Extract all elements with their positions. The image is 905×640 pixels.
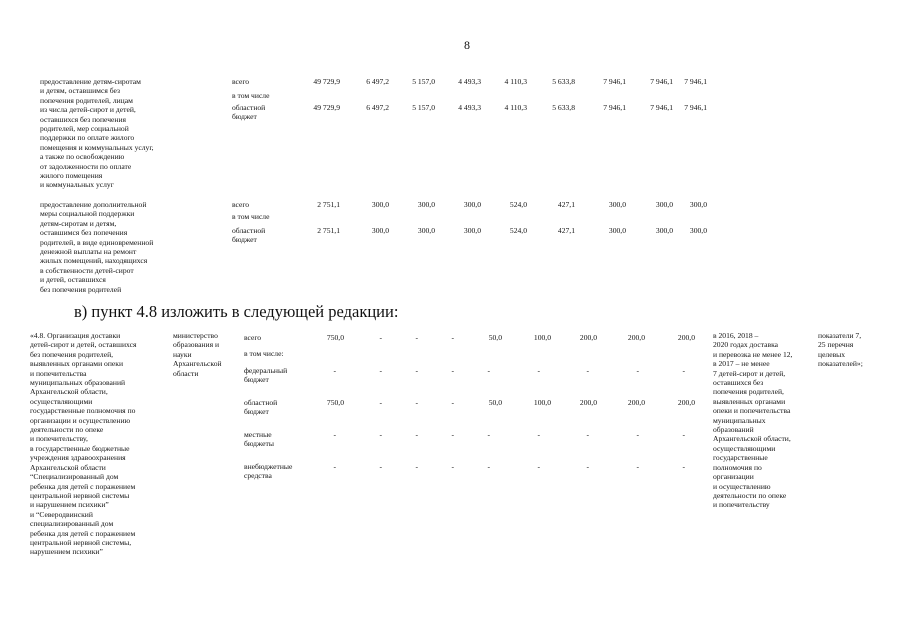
value-cell: 7 946,1 [684, 103, 707, 112]
block3-row-extrabudget-label: внебюджетные средства [244, 462, 293, 481]
value-cell: 200,0 [677, 398, 695, 407]
block3-row-total-label: всего [244, 333, 262, 342]
value-cell: 7 946,1 [603, 77, 626, 86]
value-cell: - [451, 430, 454, 439]
block1-row-total-label: всего [232, 77, 250, 86]
value-cell: - [379, 366, 382, 375]
value-cell: - [636, 462, 639, 471]
block1-row-regional-label: областной бюджет [232, 103, 266, 122]
block3-row-incl-label: в том числе: [244, 349, 284, 358]
value-cell: 427,1 [557, 226, 575, 235]
section-heading: в) пункт 4.8 изложить в следующей редакции: [74, 302, 399, 321]
value-cell: 524,0 [509, 200, 527, 209]
value-cell: - [379, 333, 382, 342]
value-cell: - [333, 430, 336, 439]
value-cell: 5 633,8 [552, 103, 575, 112]
value-cell: - [379, 430, 382, 439]
value-cell: 200,0 [627, 333, 645, 342]
value-cell: 200,0 [579, 398, 597, 407]
value-cell: 300,0 [371, 226, 389, 235]
block3-row-local-label: местные бюджеты [244, 430, 274, 449]
value-cell: - [415, 398, 418, 407]
value-cell: - [415, 430, 418, 439]
value-cell: - [586, 366, 589, 375]
value-cell: 4 110,3 [504, 77, 527, 86]
value-cell: 300,0 [689, 226, 707, 235]
value-cell: 300,0 [417, 226, 435, 235]
value-cell: - [487, 462, 490, 471]
value-cell: 5 633,8 [552, 77, 575, 86]
value-cell: - [682, 462, 685, 471]
value-cell: - [682, 430, 685, 439]
value-cell: - [682, 366, 685, 375]
value-cell: - [333, 366, 336, 375]
value-cell: 300,0 [655, 226, 673, 235]
value-cell: - [451, 462, 454, 471]
value-cell: 5 157,0 [412, 103, 435, 112]
value-cell: 7 946,1 [684, 77, 707, 86]
value-cell: 200,0 [627, 398, 645, 407]
block1-description: предоставление детям-сиротам и детям, оставшимся без попечения родителей, лицам из числа детей-сирот и детей, оставшихся без попечения родителей, мер социальной поддержки по оплате жилого помещения и коммунальных услуг, а также по освобождению от задолженности по оплате жилого помещения и коммунальных услуг [40, 77, 154, 190]
value-cell: 50,0 [488, 398, 502, 407]
page-number: 8 [464, 38, 470, 52]
block1-row-incl-label: в том числе [232, 91, 270, 100]
block3-description: «4.8. Организация доставки детей-сирот и детей, оставшихся без попечения родителей, выявленных органами опеки и попечительства муниципальных образований Архангельской области, осуществляющими государственные полномочия по организации и осуществлению деятельности по опеке и попечительству, в государственные бюджетные учреждения здравоохранения Архангельской области “Специализированный дом ребенка для детей с поражением центральной нервной системы и нарушением психики” и “Северодвинский специализированный дом ребенка для детей с поражением центральной нервной системы, нарушением психики” [30, 331, 137, 557]
block2-row-total-label: всего [232, 200, 250, 209]
value-cell: - [379, 462, 382, 471]
value-cell: 7 946,1 [650, 77, 673, 86]
value-cell: 750,0 [326, 333, 344, 342]
value-cell: 7 946,1 [650, 103, 673, 112]
value-cell: 4 493,3 [458, 103, 481, 112]
value-cell: 300,0 [371, 200, 389, 209]
value-cell: 50,0 [488, 333, 502, 342]
value-cell: - [415, 333, 418, 342]
value-cell: 6 497,2 [366, 103, 389, 112]
value-cell: 49 729,9 [313, 103, 340, 112]
value-cell: 49 729,9 [313, 77, 340, 86]
value-cell: 4 493,3 [458, 77, 481, 86]
value-cell: 200,0 [579, 333, 597, 342]
block3-row-regional-label: областной бюджет [244, 398, 278, 417]
value-cell: 750,0 [326, 398, 344, 407]
value-cell: - [333, 462, 336, 471]
block2-row-regional-label: областной бюджет [232, 226, 266, 245]
value-cell: 300,0 [463, 200, 481, 209]
value-cell: 6 497,2 [366, 77, 389, 86]
value-cell: - [451, 366, 454, 375]
value-cell: 2 751,1 [317, 226, 340, 235]
value-cell: 2 751,1 [317, 200, 340, 209]
value-cell: 7 946,1 [603, 103, 626, 112]
block3-executor: министерство образования и науки Архангельской области [173, 331, 222, 378]
value-cell: - [487, 366, 490, 375]
value-cell: 4 110,3 [504, 103, 527, 112]
value-cell: - [415, 462, 418, 471]
block2-row-incl-label: в том числе [232, 212, 270, 221]
value-cell: - [636, 366, 639, 375]
value-cell: 100,0 [533, 398, 551, 407]
value-cell: 427,1 [557, 200, 575, 209]
value-cell: 300,0 [608, 226, 626, 235]
block3-result: в 2016, 2018 – 2020 годах доставка и перевозка не менее 12, в 2017 – не менее 7 детей-сирот и детей, оставшихся без попечения родителей, выявленных органами опеки и попечительства муниципальных образований Архангельской области, осуществляющими государственные полномочия по организации и осуществлению деятельности по опеке и попечительству [713, 331, 793, 510]
value-cell: - [487, 430, 490, 439]
value-cell: - [586, 462, 589, 471]
value-cell: 300,0 [463, 226, 481, 235]
value-cell: - [586, 430, 589, 439]
value-cell: 300,0 [417, 200, 435, 209]
block3-indicators: показатели 7, 25 перечня целевых показателей»; [818, 331, 863, 369]
value-cell: 200,0 [677, 333, 695, 342]
value-cell: - [537, 462, 540, 471]
value-cell: - [537, 430, 540, 439]
value-cell: - [537, 366, 540, 375]
value-cell: - [636, 430, 639, 439]
value-cell: - [451, 333, 454, 342]
value-cell: 5 157,0 [412, 77, 435, 86]
value-cell: - [415, 366, 418, 375]
value-cell: 300,0 [689, 200, 707, 209]
value-cell: - [451, 398, 454, 407]
value-cell: 524,0 [509, 226, 527, 235]
block3-row-federal-label: федеральный бюджет [244, 366, 288, 385]
value-cell: 300,0 [655, 200, 673, 209]
value-cell: - [379, 398, 382, 407]
value-cell: 300,0 [608, 200, 626, 209]
block2-description: предоставление дополнительной меры социальной поддержки детям-сиротам и детям, оставшимся без попечения родителей, в виде единовременной денежной выплаты на ремонт жилых помещений, находящихся в собственности детей-сирот и детей, оставшихся без попечения родителей [40, 200, 154, 294]
value-cell: 100,0 [533, 333, 551, 342]
